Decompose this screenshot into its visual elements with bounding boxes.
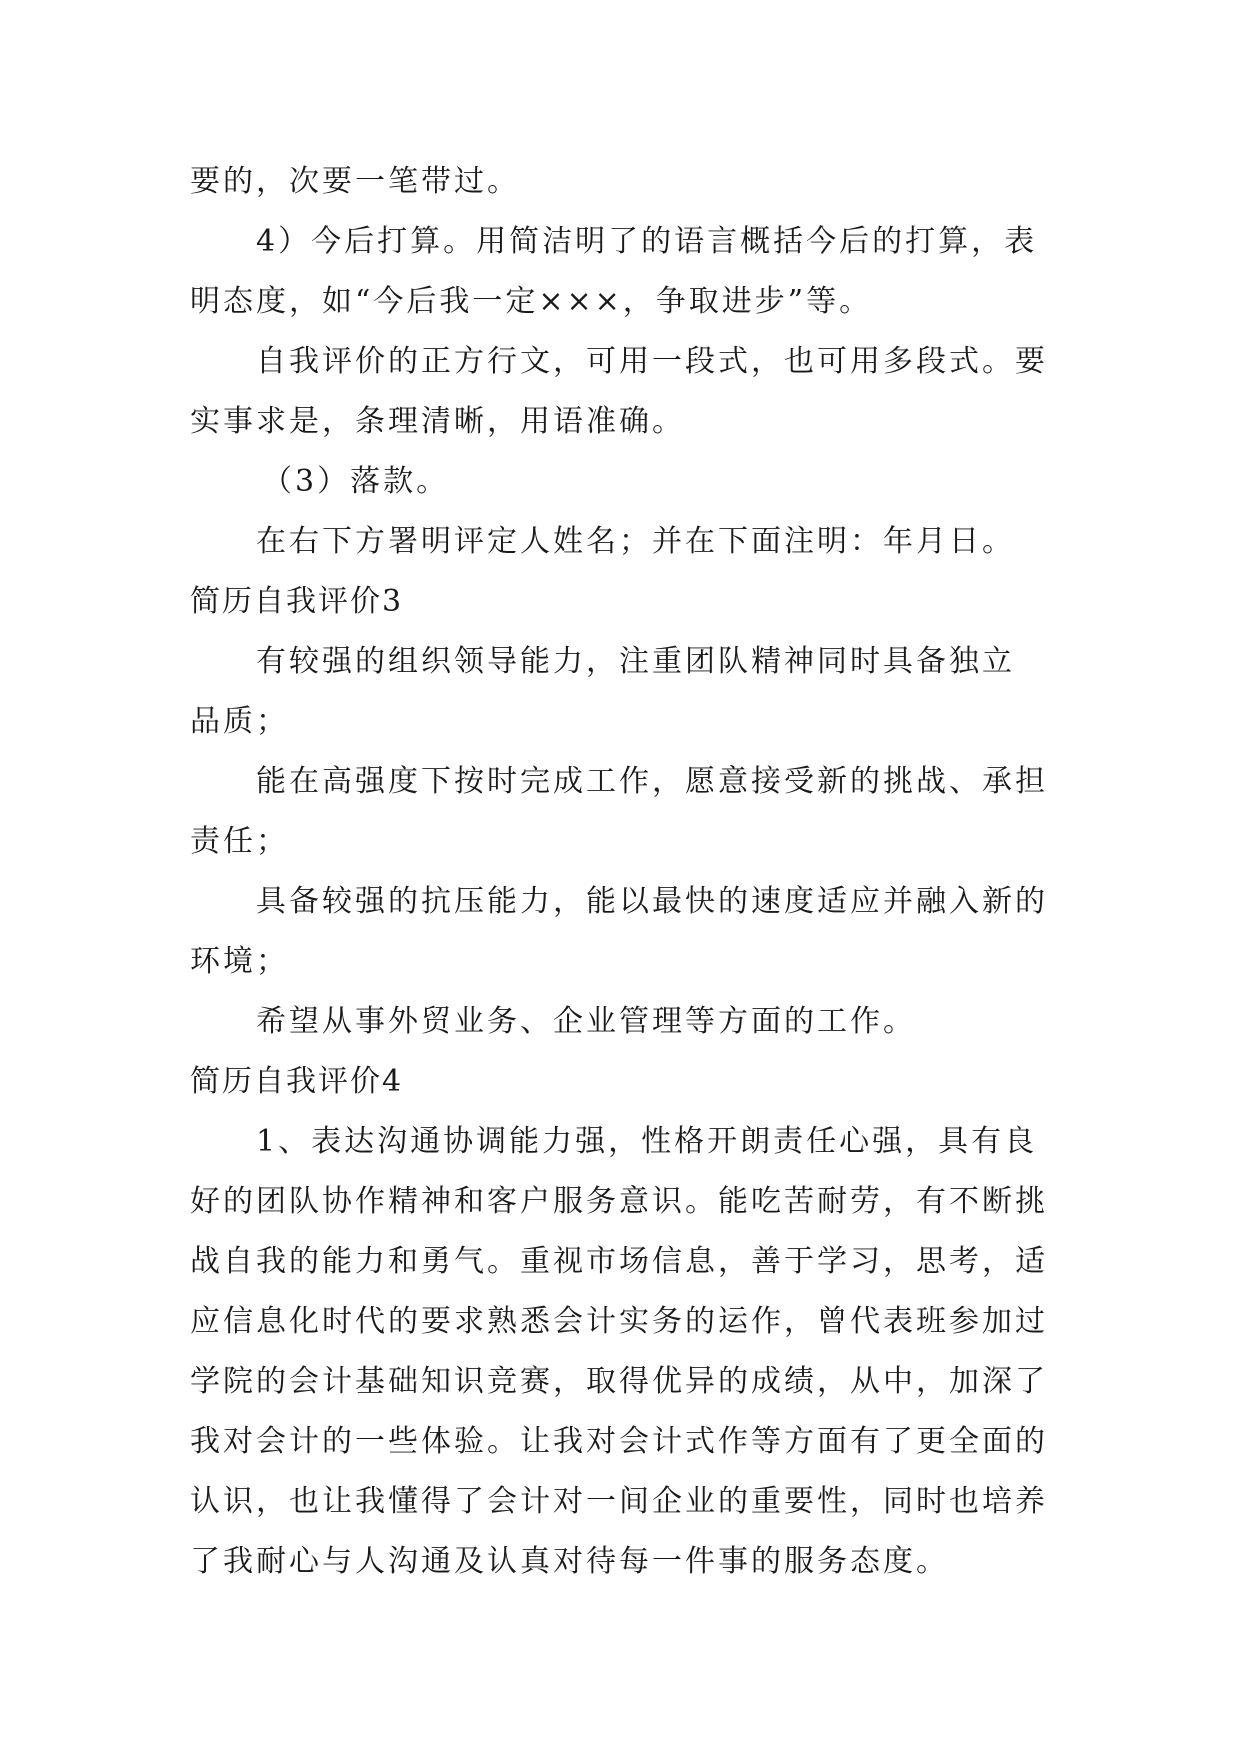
text-line: 学院的会计基础知识竞赛，取得优异的成绩，从中，加深了 — [190, 1364, 1048, 1399]
text-line: 要的，次要一笔带过。 — [190, 164, 520, 199]
text-line: 能在高强度下按时完成工作，愿意接受新的挑战、承担 — [256, 764, 1048, 799]
text-line: （3）落款。 — [262, 464, 450, 499]
text-line: 有较强的组织领导能力，注重团队精神同时具备独立 — [256, 644, 1015, 679]
text-line: 战自我的能力和勇气。重视市场信息，善于学习，思考，适 — [190, 1244, 1048, 1279]
text-line: 我对会计的一些体验。让我对会计式作等方面有了更全面的 — [190, 1424, 1048, 1459]
section-heading: 简历自我评价4 — [190, 1064, 404, 1099]
text-line: 好的团队协作精神和客户服务意识。能吃苦耐劳，有不断挑 — [190, 1184, 1048, 1219]
text-line: 1、表达沟通协调能力强，性格开朗责任心强，具有良 — [256, 1124, 1038, 1159]
text-line: 自我评价的正方行文，可用一段式，也可用多段式。要 — [256, 344, 1048, 379]
text-line: 希望从事外贸业务、企业管理等方面的工作。 — [256, 1004, 916, 1039]
section-heading: 简历自我评价3 — [190, 584, 404, 619]
text-line: 在右下方署明评定人姓名；并在下面注明：年月日。 — [256, 524, 1015, 559]
text-line: 环境； — [190, 944, 289, 979]
document-body — [190, 152, 1050, 1592]
text-line: 认识，也让我懂得了会计对一间企业的重要性，同时也培养 — [190, 1484, 1048, 1519]
text-line: 了我耐心与人沟通及认真对待每一件事的服务态度。 — [190, 1544, 949, 1579]
text-line: 应信息化时代的要求熟悉会计实务的运作，曾代表班参加过 — [190, 1304, 1048, 1339]
text-line: 实事求是，条理清晰，用语准确。 — [190, 404, 685, 439]
text-line: 明态度，如“今后我一定×××，争取进步”等。 — [190, 284, 873, 319]
text-line: 具备较强的抗压能力，能以最快的速度适应并融入新的 — [256, 884, 1048, 919]
text-line: 责任； — [190, 824, 289, 859]
text-line: 品质； — [190, 704, 289, 739]
text-line: 4）今后打算。用简洁明了的语言概括今后的打算，表 — [256, 224, 1038, 259]
